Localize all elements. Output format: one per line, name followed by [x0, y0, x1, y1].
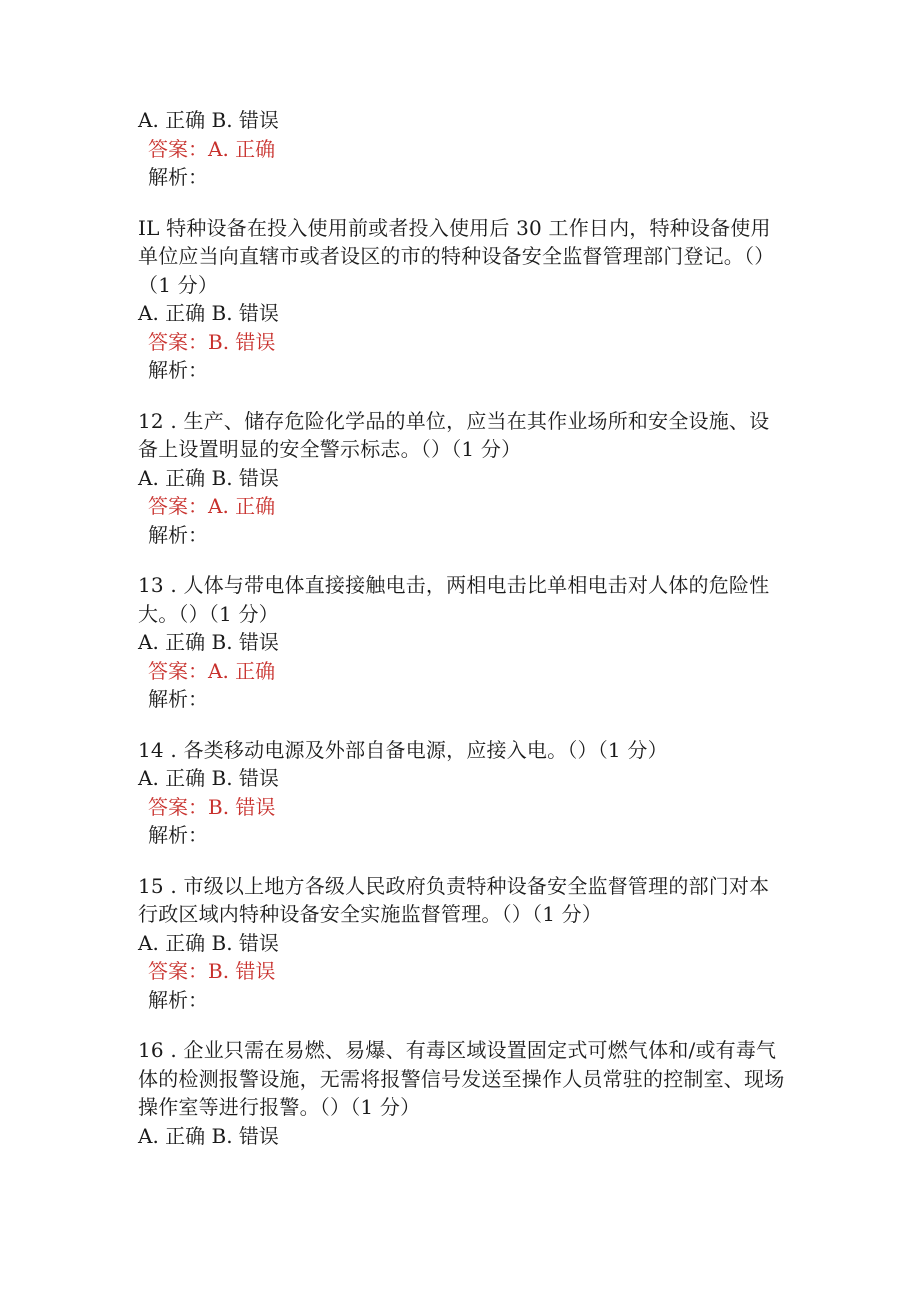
question-options: A. 正确 B. 错误 [138, 301, 279, 325]
question-options: A. 正确 B. 错误 [138, 1123, 279, 1148]
question-11 [138, 214, 788, 385]
question-12 [138, 407, 788, 550]
question-16 [138, 1036, 788, 1150]
question-answer: 答案：B. 错误 [148, 329, 276, 354]
question-options: A. 正确 B. 错误 [138, 630, 279, 654]
question-analysis: 解析： [148, 823, 208, 847]
question-analysis: 解析： [148, 687, 208, 711]
question-answer: 答案：A. 正确 [148, 494, 276, 518]
question-analysis: 解析： [148, 987, 208, 1012]
question-answer: 答案：B. 错误 [148, 794, 276, 819]
question-text: 12 . 生产、储存危险化学品的单位，应当在其作业场所和安全设施、设备上设置明显的安全警示标志。（）（1 分） [138, 408, 770, 461]
question-text: 14 . 各类移动电源及外部自备电源，应接入电。（）（1 分） [138, 737, 668, 762]
question-text: 16 . 企业只需在易燃、易爆、有毒区域设置固定式可燃气体和/或有毒气体的检测报警设施，无需将报警信号发送至操作人员常驻的控制室、现场操作室等进行报警。（）（1 分） [138, 1038, 785, 1119]
question-analysis: 解析： [148, 522, 208, 547]
question-answer: 答案：B. 错误 [148, 959, 276, 983]
question-analysis: 解析： [148, 358, 208, 382]
question-options: A. 正确 B. 错误 [138, 108, 279, 132]
question-options: A. 正确 B. 错误 [138, 465, 279, 490]
question-options: A. 正确 B. 错误 [138, 766, 279, 790]
question-15 [138, 872, 788, 1015]
question-answer: 答案：A. 正确 [148, 136, 276, 161]
question-answer: 答案：A. 正确 [148, 658, 276, 683]
question-14 [138, 736, 788, 850]
question-analysis: 解析： [148, 165, 208, 189]
question-text: 15 . 市级以上地方各级人民政府负责特种设备安全监督管理的部门对本行政区域内特种设备安全实施监督管理。（）（1 分） [138, 873, 770, 926]
question-options: A. 正确 B. 错误 [138, 930, 279, 955]
question-text: 13 . 人体与带电体直接接触电击，两相电击比单相电击对人体的危险性大。（）（1 分） [138, 573, 770, 626]
question-10 [138, 106, 788, 192]
question-text: IL 特种设备在投入使用前或者投入使用后 30 工作日内，特种设备使用单位应当向直辖市或者设区的市的特种设备安全监督管理部门登记。（）（1 分） [138, 215, 775, 297]
question-13 [138, 571, 788, 714]
exam-page [138, 106, 788, 1150]
